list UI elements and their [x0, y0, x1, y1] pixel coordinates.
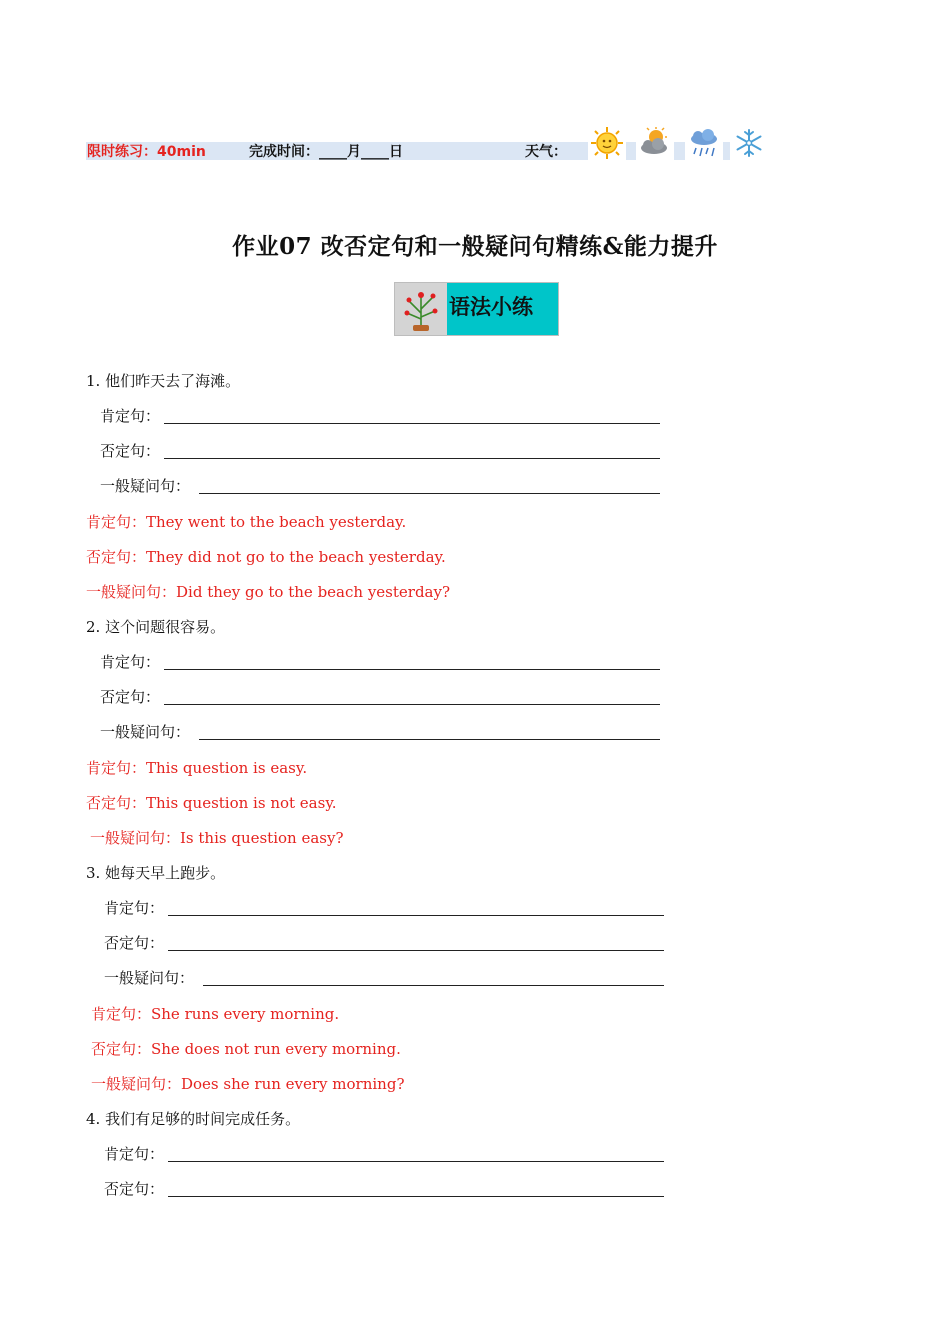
q1-question-label: 一般疑问句： [100, 477, 191, 495]
q3-negative-answer-line[interactable] [168, 950, 664, 951]
weather-option-rain[interactable] [685, 126, 723, 160]
question-2-prompt: 2. 这个问题很容易。 [86, 618, 226, 636]
rain-icon [685, 126, 723, 160]
q1-affirmative-answer-line[interactable] [164, 423, 660, 424]
q4-affirmative-answer-line[interactable] [168, 1161, 664, 1162]
q3-affirmative-label: 肯定句： [104, 899, 165, 917]
banner-label: 语法小练 [447, 283, 558, 335]
q2-answer-negative: 否定句：This question is not easy. [86, 794, 337, 812]
q1-answer-affirmative: 肯定句：They went to the beach yesterday. [86, 513, 407, 531]
weather-option-cloudy[interactable] [636, 126, 674, 160]
q4-affirmative-label: 肯定句： [104, 1145, 165, 1163]
q3-negative-label: 否定句： [104, 934, 165, 952]
q4-negative-answer-line[interactable] [168, 1196, 664, 1197]
q3-answer-affirmative: 肯定句：She runs every morning. [91, 1005, 340, 1023]
q4-negative-label: 否定句： [104, 1180, 165, 1198]
time-limit: 限时练习：40min [87, 144, 206, 160]
q1-question-answer-line[interactable] [199, 493, 660, 494]
plant-illustration [395, 283, 447, 335]
weather-label: 天气： [525, 144, 567, 160]
q2-negative-label: 否定句： [100, 688, 161, 706]
q1-answer-negative: 否定句：They did not go to the beach yesterday. [86, 548, 446, 566]
partly-cloudy-icon [636, 126, 674, 160]
plant-icon [395, 283, 447, 335]
question-4-prompt: 4. 我们有足够的时间完成任务。 [86, 1110, 301, 1128]
q2-question-answer-line[interactable] [199, 739, 660, 740]
q2-question-label: 一般疑问句： [100, 723, 191, 741]
q3-question-label: 一般疑问句： [104, 969, 195, 987]
q2-affirmative-answer-line[interactable] [164, 669, 660, 670]
snowflake-icon [730, 126, 768, 160]
q2-answer-affirmative: 肯定句：This question is easy. [86, 759, 308, 777]
q3-answer-question: 一般疑问句：Does she run every morning? [91, 1075, 405, 1093]
q1-negative-label: 否定句： [100, 442, 161, 460]
q1-negative-answer-line[interactable] [164, 458, 660, 459]
weather-option-sun[interactable] [588, 126, 626, 160]
q3-answer-negative: 否定句：She does not run every morning. [91, 1040, 401, 1058]
question-3-prompt: 3. 她每天早上跑步。 [86, 864, 226, 882]
section-banner [394, 282, 559, 336]
q1-answer-question: 一般疑问句：Did they go to the beach yesterday? [86, 583, 450, 601]
q2-negative-answer-line[interactable] [164, 704, 660, 705]
q1-affirmative-label: 肯定句： [100, 407, 161, 425]
completion-time: 完成时间：____月____日 [249, 144, 403, 160]
q2-affirmative-label: 肯定句： [100, 653, 161, 671]
q2-answer-question: 一般疑问句：Is this question easy? [90, 829, 344, 847]
sun-icon [588, 126, 626, 160]
question-1-prompt: 1. 他们昨天去了海滩。 [86, 372, 241, 390]
q3-affirmative-answer-line[interactable] [168, 915, 664, 916]
q3-question-answer-line[interactable] [203, 985, 664, 986]
weather-option-snow[interactable] [730, 126, 768, 160]
page-title: 作业07 改否定句和一般疑问句精练&能力提升 [232, 233, 718, 260]
